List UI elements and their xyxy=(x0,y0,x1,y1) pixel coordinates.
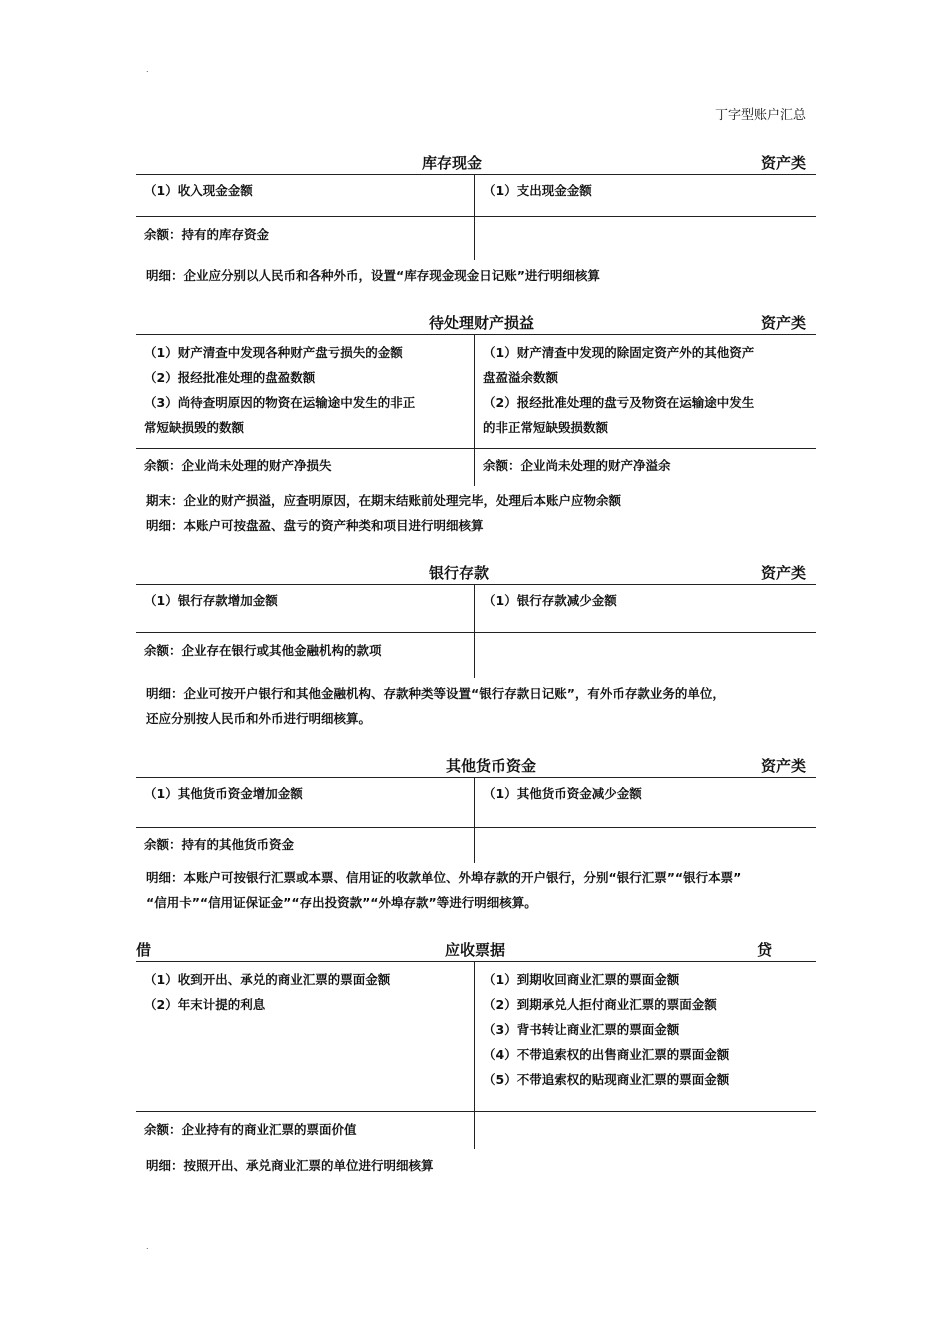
debit-item: （1）财产清查中发现各种财产盘亏损失的金额 xyxy=(144,345,403,360)
credit-item: 盘盈溢余数额 xyxy=(483,370,559,385)
account-category: 资产类 xyxy=(760,757,806,775)
credit-item: （1）到期收回商业汇票的票面金额 xyxy=(483,972,680,987)
balance-left xyxy=(136,449,475,486)
account-notes xyxy=(146,263,816,288)
account-notes xyxy=(146,865,816,915)
balance-right xyxy=(475,633,816,678)
debit-column xyxy=(136,585,475,632)
balance-right xyxy=(475,828,816,863)
debit-item: （1）银行存款增加金额 xyxy=(144,593,278,608)
balance-row xyxy=(136,217,816,260)
credit-column xyxy=(475,335,816,448)
t-account-pending-property xyxy=(136,312,816,486)
debit-item: （2）报经批准处理的盘盈数额 xyxy=(144,370,316,385)
account-body xyxy=(136,962,816,1112)
balance-text: 余额：持有的其他货币资金 xyxy=(144,837,295,852)
debit-column xyxy=(136,962,475,1111)
debit-column xyxy=(136,778,475,827)
account-name: 库存现金 xyxy=(422,154,483,172)
account-header xyxy=(136,755,816,778)
credit-item: （5）不带追索权的贴现商业汇票的票面金额 xyxy=(483,1072,730,1087)
document-title: 丁字型账户汇总 xyxy=(714,108,806,123)
debit-column xyxy=(136,175,475,216)
account-notes xyxy=(146,488,816,538)
credit-item: （2）报经批准处理的盘亏及物资在运输途中发生 xyxy=(483,395,755,410)
credit-label: 贷 xyxy=(756,941,772,959)
account-name: 待处理财产损益 xyxy=(429,314,535,332)
t-account-cash xyxy=(136,152,816,260)
balance-left xyxy=(136,633,475,678)
t-account-bank-deposit xyxy=(136,562,816,678)
note-line: 明细：本账户可按盘盈、盘亏的资产种类和项目进行明细核算 xyxy=(146,518,484,533)
balance-left xyxy=(136,1112,475,1149)
account-body xyxy=(136,175,816,217)
account-header xyxy=(136,312,816,335)
note-line: 明细：按照开出、承兑商业汇票的单位进行明细核算 xyxy=(146,1158,434,1173)
credit-item: （1）财产清查中发现的除固定资产外的其他资产 xyxy=(483,345,755,360)
account-body xyxy=(136,585,816,633)
note-line: 明细：企业应分别以人民币和各种外币，设置“库存现金现金日记账”进行明细核算 xyxy=(146,268,600,283)
credit-column xyxy=(475,585,816,632)
credit-item: （2）到期承兑人拒付商业汇票的票面金额 xyxy=(483,997,717,1012)
debit-label: 借 xyxy=(136,941,152,959)
balance-row xyxy=(136,1112,816,1149)
debit-item: （1）收到开出、承兑的商业汇票的票面金额 xyxy=(144,972,391,987)
account-name: 银行存款 xyxy=(429,564,490,582)
debit-item: （1）其他货币资金增加金额 xyxy=(144,786,303,801)
balance-text: 余额：企业尚未处理的财产净溢余 xyxy=(483,458,671,473)
note-line: “信用卡”“信用证保证金”“存出投资款”“外埠存款”等进行明细核算。 xyxy=(146,895,537,910)
account-header xyxy=(136,562,816,585)
account-body xyxy=(136,778,816,828)
account-category: 资产类 xyxy=(760,564,806,582)
balance-row xyxy=(136,633,816,678)
credit-item: （1）支出现金金额 xyxy=(483,183,592,198)
page-dot-bottom: . xyxy=(146,1242,149,1251)
note-line: 还应分别按人民币和外币进行明细核算。 xyxy=(146,711,372,726)
balance-right xyxy=(475,217,816,260)
page-dot-top: . xyxy=(146,65,149,74)
credit-item: （1）银行存款减少金额 xyxy=(483,593,617,608)
debit-item: 常短缺损毁的数额 xyxy=(144,420,245,435)
account-category: 资产类 xyxy=(760,314,806,332)
t-account-other-monetary xyxy=(136,755,816,863)
balance-row xyxy=(136,449,816,486)
credit-item: （3）背书转让商业汇票的票面金额 xyxy=(483,1022,680,1037)
credit-column xyxy=(475,962,816,1111)
balance-text: 余额：持有的库存资金 xyxy=(144,227,270,242)
balance-text: 余额：企业存在银行或其他金融机构的款项 xyxy=(144,643,382,658)
account-notes xyxy=(146,1153,816,1178)
account-header xyxy=(136,939,816,962)
debit-item: （1）收入现金金额 xyxy=(144,183,253,198)
balance-left xyxy=(136,217,475,260)
balance-right xyxy=(475,1112,816,1149)
account-body xyxy=(136,335,816,449)
account-name: 应收票据 xyxy=(445,941,506,959)
t-account-notes-receivable xyxy=(136,939,816,1149)
account-header xyxy=(136,152,816,175)
debit-item: （2）年末计提的利息 xyxy=(144,997,266,1012)
balance-left xyxy=(136,828,475,863)
account-name: 其他货币资金 xyxy=(446,757,537,775)
balance-row xyxy=(136,828,816,863)
credit-column xyxy=(475,175,816,216)
balance-text: 余额：企业尚未处理的财产净损失 xyxy=(144,458,332,473)
debit-column xyxy=(136,335,475,448)
note-line: 期末：企业的财产损溢，应查明原因，在期末结账前处理完毕，处理后本账户应物余额 xyxy=(146,493,622,508)
credit-item: 的非正常短缺毁损数额 xyxy=(483,420,609,435)
balance-right xyxy=(475,449,816,486)
note-line: 明细：企业可按开户银行和其他金融机构、存款种类等设置“银行存款日记账”，有外币存款业务的单位， xyxy=(146,686,725,701)
credit-item: （4）不带追索权的出售商业汇票的票面金额 xyxy=(483,1047,730,1062)
account-notes xyxy=(146,681,816,731)
balance-text: 余额：企业持有的商业汇票的票面价值 xyxy=(144,1122,357,1137)
credit-column xyxy=(475,778,816,827)
debit-item: （3）尚待查明原因的物资在运输途中发生的非正 xyxy=(144,395,416,410)
account-category: 资产类 xyxy=(760,154,806,172)
credit-item: （1）其他货币资金减少金额 xyxy=(483,786,642,801)
note-line: 明细：本账户可按银行汇票或本票、信用证的收款单位、外埠存款的开户银行，分别“银行汇票”“银行本票” xyxy=(146,870,742,885)
